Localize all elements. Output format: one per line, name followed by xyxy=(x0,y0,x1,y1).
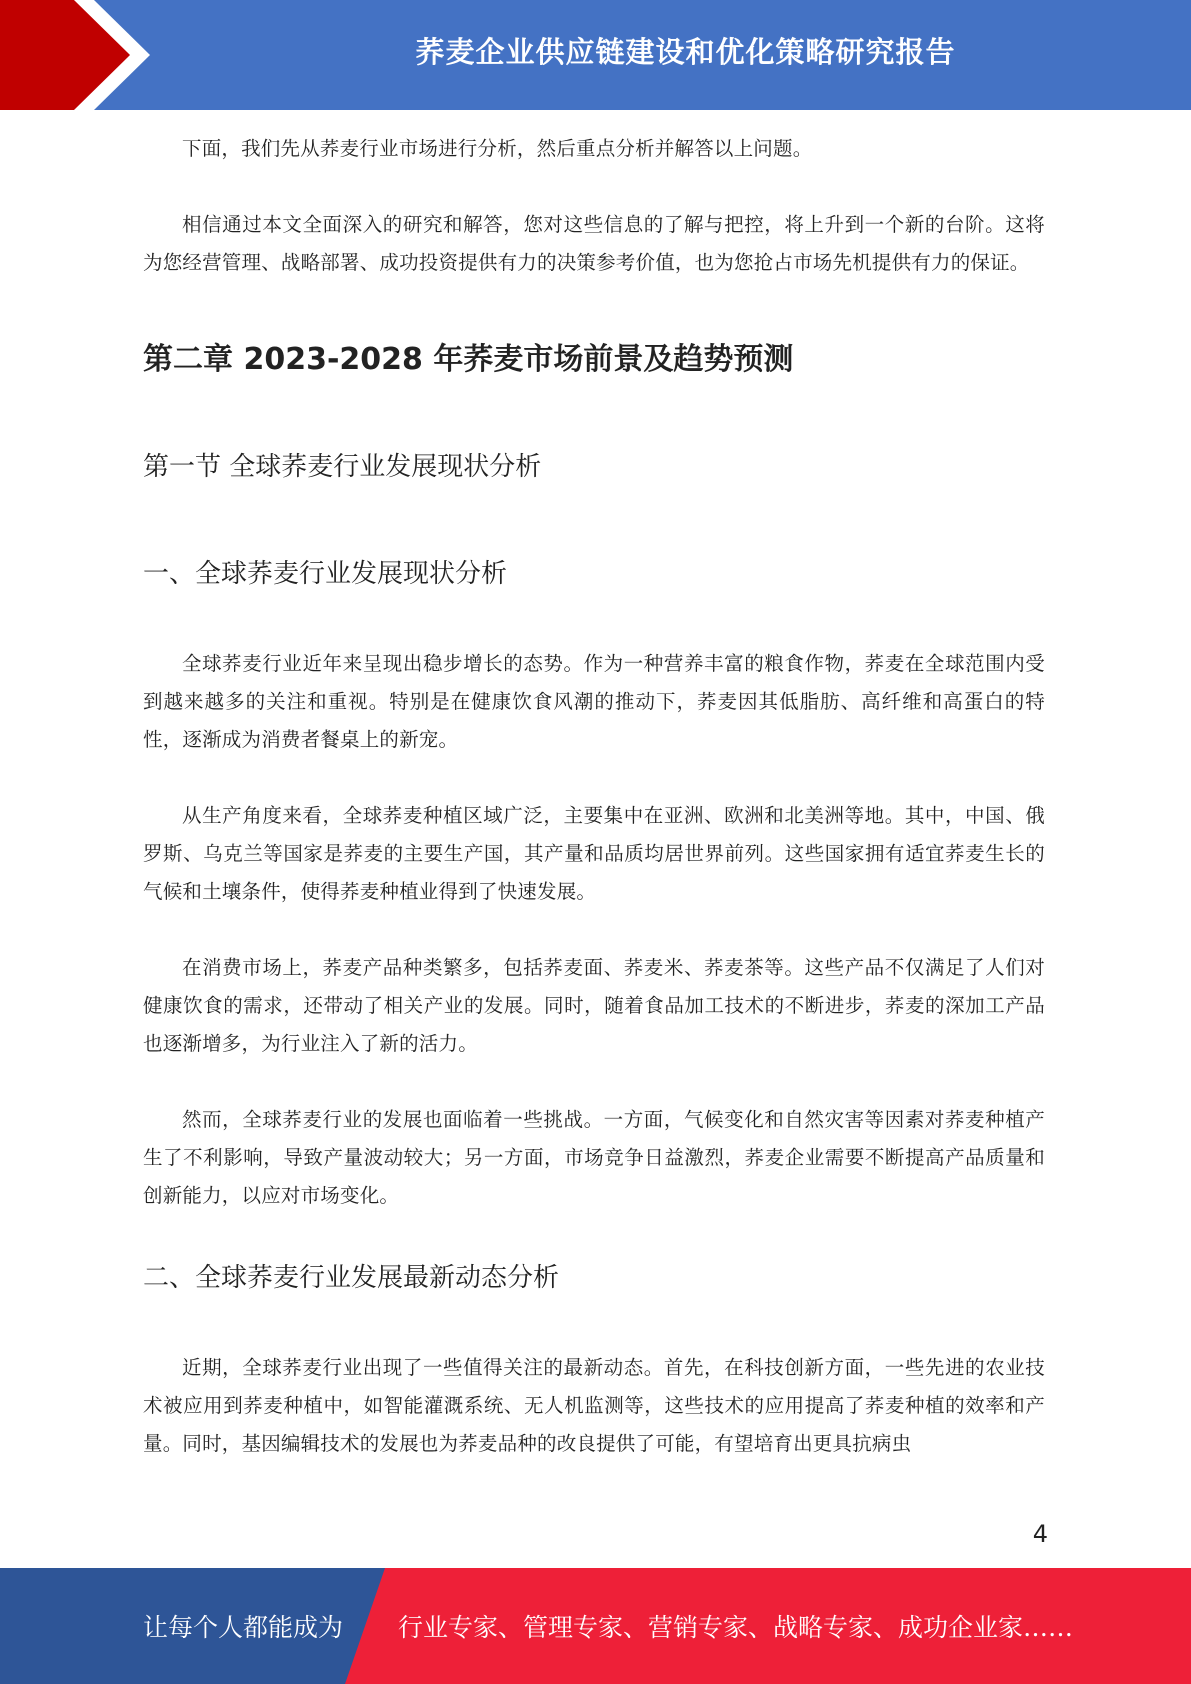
body-paragraph: 近期，全球荞麦行业出现了一些值得关注的最新动态。首先，在科技创新方面，一些先进的农业技术被应用到荞麦种植中，如智能灌溉系统、无人机监测等，这些技术的应用提高了荞麦种植的效率和产量。同时，基因编辑技术的发展也为荞麦品种的改良提供了可能，有望培育出更具抗病虫 xyxy=(143,1356,1045,1455)
page-number: 4 xyxy=(1032,1520,1048,1548)
subsection-title: 一、全球荞麦行业发展现状分析 xyxy=(143,559,508,589)
header-arrow-decoration xyxy=(0,0,160,110)
footer-slogan-right: 行业专家、管理专家、营销专家、战略专家、成功企业家…… xyxy=(398,1613,1074,1642)
body-paragraph: 全球荞麦行业近年来呈现出稳步增长的态势。作为一种营养丰富的粮食作物，荞麦在全球范围内受到越来越多的关注和重视。特别是在健康饮食风潮的推动下，荞麦因其低脂肪、高纤维和高蛋白的特性，逐渐成为消费者餐桌上的新宠。 xyxy=(143,652,1045,751)
footer-slogan-left: 让每个人都能成为 xyxy=(143,1613,344,1642)
intro-paragraph: 下面，我们先从荞麦行业市场进行分析，然后重点分析并解答以上问题。 xyxy=(182,137,813,160)
body-paragraph: 然而，全球荞麦行业的发展也面临着一些挑战。一方面，气候变化和自然灾害等因素对荞麦种植产生了不利影响，导致产量波动较大；另一方面，市场竞争日益激烈，荞麦企业需要不断提高产品质量和创新能力，以应对市场变化。 xyxy=(143,1108,1045,1207)
body-paragraph: 在消费市场上，荞麦产品种类繁多，包括荞麦面、荞麦米、荞麦茶等。这些产品不仅满足了人们对健康饮食的需求，还带动了相关产业的发展。同时，随着食品加工技术的不断进步，荞麦的深加工产品也逐渐增多，为行业注入了新的活力。 xyxy=(143,956,1045,1055)
report-title: 荞麦企业供应链建设和优化策略研究报告 xyxy=(415,34,956,69)
intro-paragraph: 相信通过本文全面深入的研究和解答，您对这些信息的了解与把控，将上升到一个新的台阶。这将为您经营管理、战略部署、成功投资提供有力的决策参考价值，也为您抢占市场先机提供有力的保证。 xyxy=(143,213,1045,274)
chapter-title: 第二章 2023-2028 年荞麦市场前景及趋势预测 xyxy=(143,342,794,377)
subsection-title: 二、全球荞麦行业发展最新动态分析 xyxy=(143,1263,560,1293)
body-paragraph: 从生产角度来看，全球荞麦种植区域广泛，主要集中在亚洲、欧洲和北美洲等地。其中，中国、俄罗斯、乌克兰等国家是荞麦的主要生产国，其产量和品质均居世界前列。这些国家拥有适宜荞麦生长的气候和土壤条件，使得荞麦种植业得到了快速发展。 xyxy=(143,804,1045,903)
page-content xyxy=(143,130,1045,1463)
section-title: 第一节 全球荞麦行业发展现状分析 xyxy=(143,452,542,482)
